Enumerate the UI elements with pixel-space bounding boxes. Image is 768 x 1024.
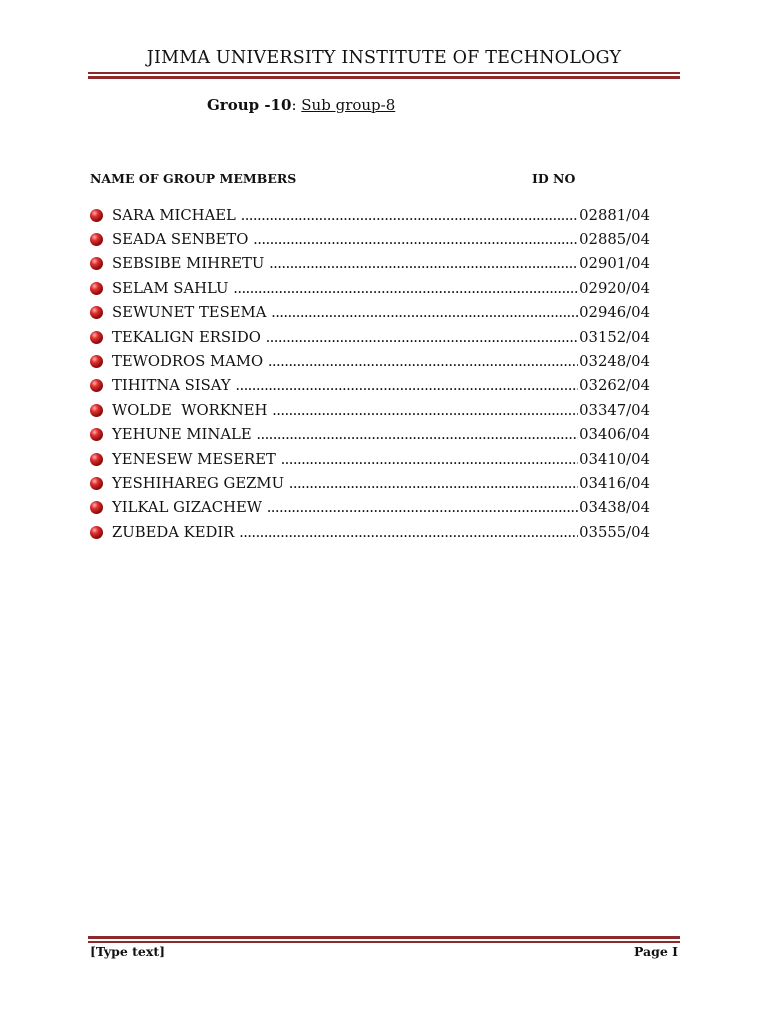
column-header-id: ID NO <box>532 171 576 186</box>
list-item <box>90 496 650 520</box>
member-id: 03262/04 <box>579 377 650 395</box>
member-name: SEBSIBE MIHRETU <box>112 255 270 273</box>
footer-placeholder-text: [Type text] <box>90 944 166 959</box>
red-ball-bullet-icon <box>90 428 103 441</box>
dot-leader <box>266 329 579 346</box>
group-line <box>207 96 395 114</box>
dot-leader <box>267 499 578 516</box>
red-ball-bullet-icon <box>90 282 103 295</box>
red-ball-bullet-icon <box>90 209 103 222</box>
red-ball-bullet-icon <box>90 306 103 319</box>
list-item <box>90 374 650 398</box>
red-ball-bullet-icon <box>90 233 103 246</box>
member-name: SEWUNET TESEMA <box>112 304 272 322</box>
member-name: TEWODROS MAMO <box>112 353 268 371</box>
list-item <box>90 203 650 227</box>
list-item <box>90 227 650 251</box>
red-ball-bullet-icon <box>90 404 103 417</box>
dot-leader <box>268 353 578 370</box>
member-name: SARA MICHAEL <box>112 206 241 224</box>
dot-leader <box>289 475 578 492</box>
red-ball-bullet-icon <box>90 379 103 392</box>
members-list <box>90 203 650 544</box>
page-header-title: JIMMA UNIVERSITY INSTITUTE OF TECHNOLOGY <box>146 48 622 68</box>
footer-rule <box>88 936 680 943</box>
member-id: 02946/04 <box>579 304 650 322</box>
member-id: 03347/04 <box>579 401 650 419</box>
dot-leader <box>256 426 578 443</box>
red-ball-bullet-icon <box>90 501 103 514</box>
dot-leader <box>281 451 579 468</box>
member-name: YESHIHAREG GEZMU <box>112 474 289 492</box>
group-separator: : <box>291 96 297 114</box>
list-item <box>90 252 650 276</box>
header-rule <box>88 72 680 79</box>
member-name: YENESEW MESERET <box>112 450 281 468</box>
header-rule-thin <box>88 72 680 74</box>
list-item <box>90 471 650 495</box>
subgroup-label: Sub group-8 <box>301 96 396 114</box>
red-ball-bullet-icon <box>90 355 103 368</box>
member-id: 03416/04 <box>579 474 650 492</box>
member-id: 03438/04 <box>579 499 650 517</box>
member-name: ZUBEDA KEDIR <box>112 523 240 541</box>
red-ball-bullet-icon <box>90 477 103 490</box>
dot-leader <box>239 524 578 541</box>
member-name: WOLDE WORKNEH <box>112 401 273 419</box>
member-name: YEHUNE MINALE <box>112 426 257 444</box>
member-name: YILKAL GIZACHEW <box>112 499 267 517</box>
list-item <box>90 447 650 471</box>
dot-leader <box>272 402 578 419</box>
dot-leader <box>233 280 578 297</box>
member-id: 03410/04 <box>579 450 650 468</box>
red-ball-bullet-icon <box>90 331 103 344</box>
dot-leader <box>269 255 578 272</box>
list-item <box>90 301 650 325</box>
member-id: 03555/04 <box>579 523 650 541</box>
list-item <box>90 276 650 300</box>
list-item <box>90 349 650 373</box>
member-id: 02881/04 <box>579 206 650 224</box>
list-item <box>90 423 650 447</box>
column-header-name: NAME OF GROUP MEMBERS <box>90 171 297 186</box>
dot-leader <box>271 304 578 321</box>
red-ball-bullet-icon <box>90 257 103 270</box>
member-id: 03248/04 <box>579 353 650 371</box>
list-item <box>90 325 650 349</box>
dot-leader <box>235 377 578 394</box>
dot-leader <box>241 207 579 224</box>
member-name: TEKALIGN ERSIDO <box>112 328 266 346</box>
header-rule-thick <box>88 76 680 79</box>
red-ball-bullet-icon <box>90 526 103 539</box>
footer-rule-thin <box>88 941 680 943</box>
list-item <box>90 520 650 544</box>
footer-page-number: Page I <box>633 944 678 959</box>
red-ball-bullet-icon <box>90 453 103 466</box>
member-id: 03152/04 <box>579 328 650 346</box>
member-id: 03406/04 <box>579 426 650 444</box>
list-item <box>90 398 650 422</box>
member-id: 02885/04 <box>579 231 650 249</box>
member-name: SELAM SAHLU <box>112 279 234 297</box>
dot-leader <box>253 231 578 248</box>
member-name: SEADA SENBETO <box>112 231 254 249</box>
member-id: 02920/04 <box>579 279 650 297</box>
group-label: Group -10 <box>207 96 292 114</box>
member-name: TIHITNA SISAY <box>112 377 236 395</box>
footer-rule-thick <box>88 936 680 939</box>
member-id: 02901/04 <box>579 255 650 273</box>
